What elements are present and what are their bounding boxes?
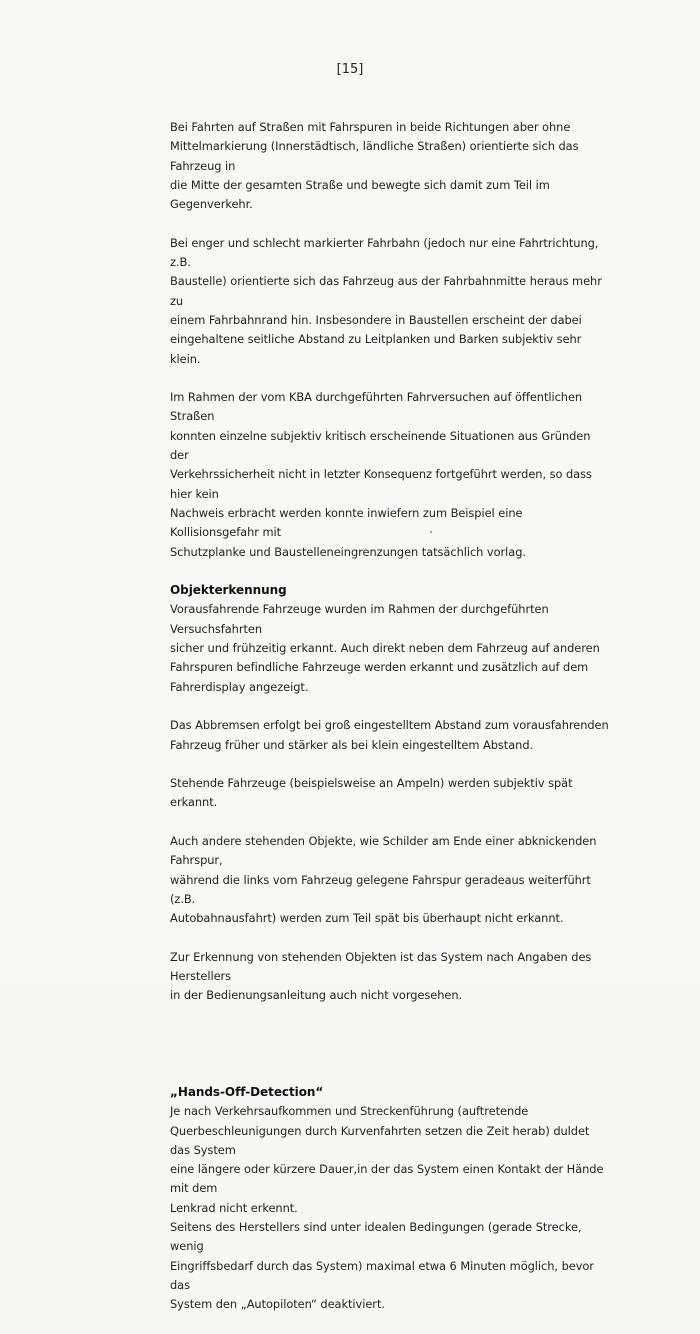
paragraph-vehicle-detection: Vorausfahrende Fahrzeuge wurden im Rahmen der durchgeführten Versuchsfahrten sicher und frühzeitig erkannt. Auch direkt neben dem Fahrzeug auf anderen Fahrspuren befindliche Fahrzeuge werden erkannt und zusätzlich auf dem Fahrerdisplay angezeigt.: [170, 602, 600, 694]
paragraph-kba-tests: Im Rahmen der vom KBA durchgeführten Fahrversuchen auf öffentlichen Straßen konnten einzelne subjektiv kritisch erscheinende Situationen aus Gründen der Verkehrssicherheit nicht in letzter Konsequenz fortgeführt werden, so dass hier kein Nachweis erbracht werden konnte inwiefern zum Beispiel eine Kollisionsgefahr mit Schutzplanke und Baustelleneingrenzungen tatsächlich vorlag.: [170, 390, 592, 559]
paragraph-stationary-objects: Auch andere stehenden Objekte, wie Schilder am Ende einer abknickenden Fahrspur, während die links vom Fahrzeug gelegene Fahrspur geradeaus weiterführt (z.B. Autobahnausfahrt) werden zum Teil spät bis überhaupt nicht erkannt.: [170, 833, 597, 926]
paragraph-manufacturer-note: Zur Erkennung von stehenden Objekten ist das System nach Angaben des Herstellers in der Bedienungsanleitung auch nicht vorgesehen.: [170, 949, 592, 1003]
heading-objekterkennung: Objekterkennung: [170, 583, 287, 598]
paragraph-hands-off: Je nach Verkehrsaufkommen und Streckenführung (auftretende Querbeschleunigungen durch Kurvenfahrten setzen die Zeit herab) duldet das System eine längere oder kürzere Dauer,in der das System einen Kontakt der Hände mit dem Lenkrad nicht erkennt. Seitens des Herstellers sind unter idealen Bedingungen (gerade Strecke, wenig Eingriffsbedarf durch das System) maximal etwa 6 Minuten möglich, bevor das System den „Autopiloten“ deaktiviert.: [170, 1104, 604, 1312]
heading-hands-off-detection: „Hands-Off-Detection“: [170, 1084, 324, 1099]
paragraph-braking: Das Abbremsen erfolgt bei groß eingestelltem Abstand zum vorausfahrenden Fahrzeug früher und stärker als bei klein eingestelltem Abstand.: [170, 718, 609, 752]
scan-speck: [430, 531, 432, 533]
page-number: [15]: [336, 62, 364, 77]
paragraph-narrow-lane: Bei enger und schlecht markierter Fahrbahn (jedoch nur eine Fahrtrichtung, z.B. Baustelle) orientierte sich das Fahrzeug aus der Fahrbahnmitte heraus mehr zu einem Fahrbahnrand hin. Insbesondere in Baustellen erscheint der dabei eingehaltene seitliche Abstand zu Leitplanken und Barken subjektiv sehr klein.: [170, 235, 602, 366]
paragraph-oncoming-traffic: Bei Fahrten auf Straßen mit Fahrspuren in beide Richtungen aber ohne Mittelmarkierung (Innerstädtisch, ländliche Straßen) orientierte sich das Fahrzeug in die Mitte der gesamten Straße und bewegte sich damit zum Teil im Gegenverkehr.: [170, 120, 579, 212]
paragraph-stationary-vehicles: Stehende Fahrzeuge (beispielsweise an Ampeln) werden subjektiv spät erkannt.: [170, 776, 573, 810]
section-spacer: [170, 1025, 610, 1083]
document-body: [170, 118, 610, 1334]
